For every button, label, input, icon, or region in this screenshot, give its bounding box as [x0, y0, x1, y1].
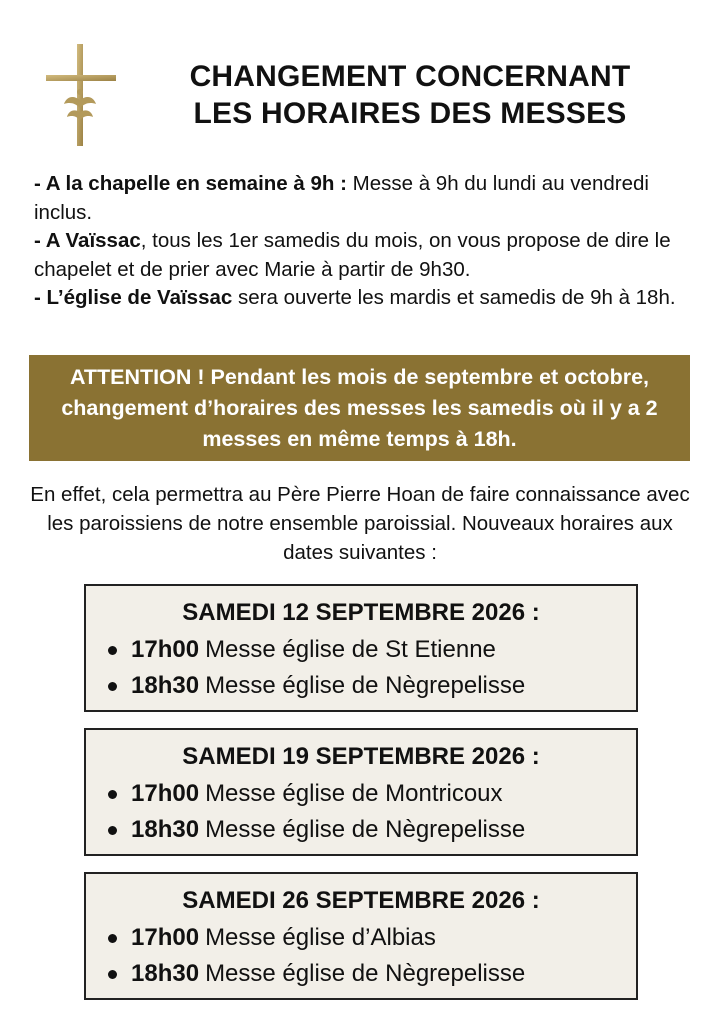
bullet-chapelle [34, 170, 694, 227]
mass-time: 18h30 [131, 816, 200, 843]
mass-time: 17h00 [131, 636, 200, 663]
mass-place: Messe église de Montricoux [205, 780, 503, 807]
bullet-chapelle-text: Messe à 9h du lundi au vendredi inclus. [34, 172, 649, 224]
list-item [108, 920, 636, 956]
date-title: SAMEDI 12 SEPTEMBRE 2026 : [182, 599, 540, 626]
list-item [108, 956, 636, 992]
date-box-26 [84, 872, 638, 1000]
date-box-19 [84, 728, 638, 856]
title-line-2: LES HORAIRES DES MESSES [193, 97, 627, 130]
attention-banner [29, 355, 690, 461]
mass-place: Messe église de Nègrepelisse [205, 960, 526, 987]
mass-place: Messe église de Nègrepelisse [205, 816, 526, 843]
bullet-dot-icon [108, 826, 117, 835]
bullet-eglise-bold: - L’église de Vaïssac [34, 286, 233, 310]
bullet-eglise-text: sera ouverte les mardis et samedis de 9h à 18h. [232, 286, 676, 310]
page-title [130, 58, 690, 132]
bullet-vaissac [34, 227, 694, 284]
bullet-dot-icon [108, 790, 117, 799]
mass-time: 18h30 [131, 960, 200, 987]
mass-time: 17h00 [131, 780, 200, 807]
date-title: SAMEDI 26 SEPTEMBRE 2026 : [182, 887, 540, 914]
mass-place: Messe église d’Albias [205, 924, 436, 951]
attention-text: ATTENTION ! Pendant les mois de septembre et octobre, changement d’horaires des messes les samedis où il y a 2 messes en même temps à 18h. [61, 364, 658, 451]
bullet-dot-icon [108, 934, 117, 943]
bullet-vaissac-text: , tous les 1er samedis du mois, on vous propose de dire le chapelet et de prier avec Marie à partir de 9h30. [34, 229, 671, 281]
list-item [108, 668, 636, 704]
mass-place: Messe église de Nègrepelisse [205, 672, 526, 699]
list-item [108, 776, 636, 812]
cross-icon [42, 42, 120, 148]
date-box-12 [84, 584, 638, 712]
list-item [108, 632, 636, 668]
mass-list [86, 776, 636, 848]
mass-list [86, 920, 636, 992]
bullet-dot-icon [108, 970, 117, 979]
bullet-eglise [34, 284, 694, 313]
date-title: SAMEDI 19 SEPTEMBRE 2026 : [182, 743, 540, 770]
mass-place: Messe église de St Etienne [205, 636, 496, 663]
bullet-vaissac-bold: - A Vaïssac [34, 229, 141, 253]
title-line-1: CHANGEMENT CONCERNANT [189, 60, 631, 93]
mass-time: 18h30 [131, 672, 200, 699]
mass-time: 17h00 [131, 924, 200, 951]
header [0, 0, 718, 150]
list-item [108, 812, 636, 848]
bullet-dot-icon [108, 646, 117, 655]
bullet-chapelle-bold: - A la chapelle en semaine à 9h : [34, 172, 347, 195]
mass-list [86, 632, 636, 704]
info-bullets [34, 170, 694, 313]
intro-text: En effet, cela permettra au Père Pierre Hoan de faire connaissance avec les paroissiens de notre ensemble paroissial. Nouveaux horaires aux dates suivantes : [30, 483, 690, 564]
bullet-dot-icon [108, 682, 117, 691]
